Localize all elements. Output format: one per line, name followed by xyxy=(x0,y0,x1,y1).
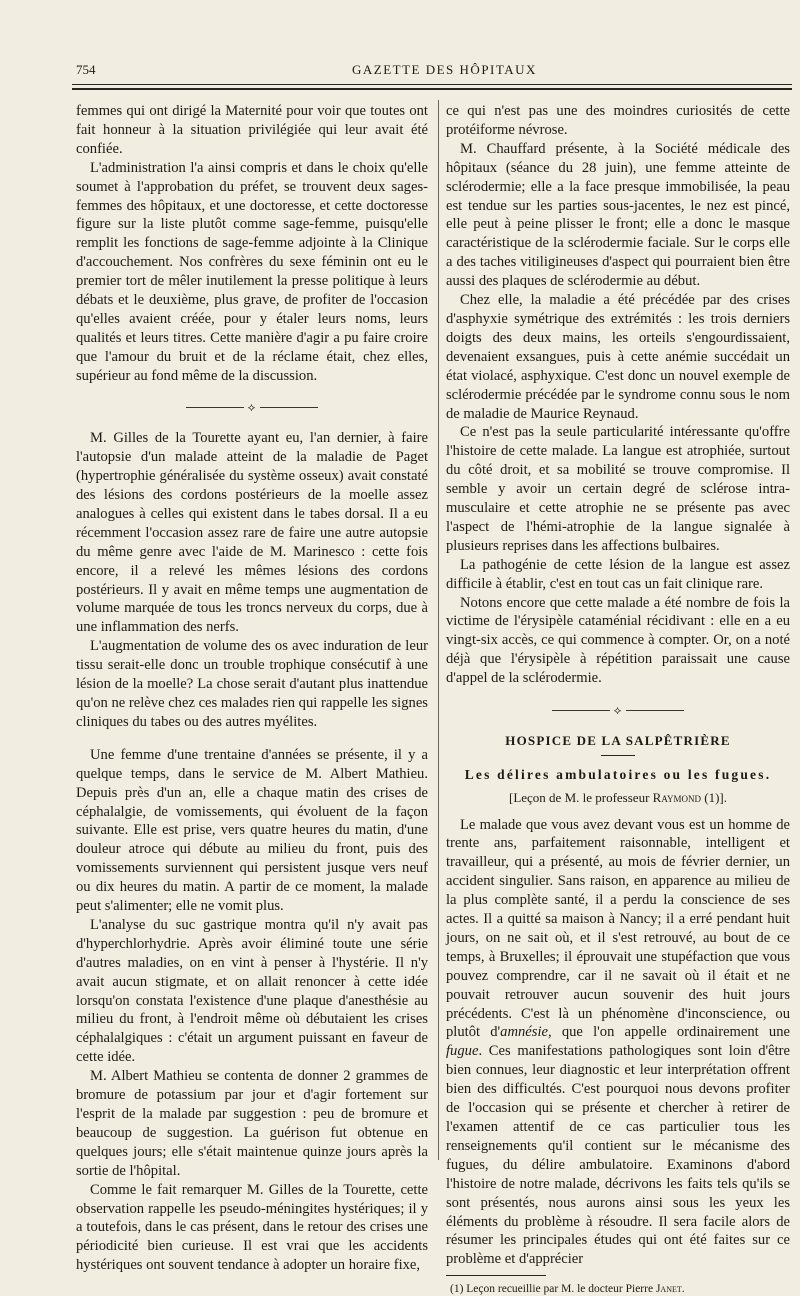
lecture-author-prefix: [Leçon de M. le professeur xyxy=(508,789,650,805)
paragraph: L'administration l'a ainsi compris et dans le choix qu'elle soumet à l'approbation du préfet, se trouvent deux sages-femmes des hôpitaux, et une doctoresse, et cette doctoresse figure sur la liste plutôt comme sage-femme, puisqu'elle remplit les fonctions de sage-femme adjointe à la Clinique d'accouchement. Nos confrères du sexe féminin ont eu le premier tort de mêler inutilement la presse politique à leurs débats et le deuxième, plus grave, de profiter de l'occasion qu'elles avaient créée, pour y étaler leurs noms, leurs qualités et leurs titres. Cette manière d'agir a pu faire croire que l'amour du bruit et de la réclame était, chez elles, supérieur au fond même de la discussion. xyxy=(76,159,428,384)
lecture-title: Les délires ambulatoires ou les fugues. xyxy=(464,766,772,782)
running-title: GAZETTE DES HÔPITAUX xyxy=(352,62,537,77)
lecture-author-name: Raymond xyxy=(652,789,702,805)
paragraph-gap xyxy=(76,732,428,746)
footnote-name: Janet xyxy=(655,1283,682,1296)
lecture-author xyxy=(446,789,790,808)
section-ornament xyxy=(446,700,790,720)
paragraph: Comme le fait remarquer M. Gilles de la Tourette, cette observation rappelle les pseudo-méningites hystériques; il y a toutefois, dans le cas présent, dans le retour des crises une périodicité bien curieuse. Il est vrai que les accidents hystériques ont souvent tendance à adopter un horaire fixe, xyxy=(76,1181,428,1274)
paragraph: M. Chauffard présente, à la Société médicale des hôpitaux (séance du 28 juin), une femme atteinte de sclérodermie; elle a la face presque immobilisée, la peau est tendue sur les parties sous-jacentes, le nez est pincé, elle peut à peine plisser le front; elle a donc le masque caractéristique de la sclérodermie faciale. Sur le corps elle a des taches vitiligineuses d'aspect qui pourraient bien être aussi des plaques de sclérodermie au début. xyxy=(446,140,790,290)
footnote xyxy=(446,1282,790,1296)
paragraph: Chez elle, la maladie a été précédée par des crises d'asphyxie symétrique des extrémités : les trois derniers doigts des deux mains, les orteils s'engourdissaient, devenaient exsangues, puis à cette anémie succédait un état violacé, asphyxique. C'est donc un nouvel exemple de sclérodermie précédée par le syndrome connu sous le nom de maladie de Maurice Reynaud. xyxy=(446,292,790,422)
lecture-author-suffix: (1)]. xyxy=(704,789,728,805)
text-run: , que l'on appelle ordinairement une xyxy=(548,1024,790,1041)
header-rule xyxy=(72,84,792,85)
page-number: 754 xyxy=(76,62,96,77)
italic-term: fugue xyxy=(446,1043,479,1060)
paragraph: femmes qui ont dirigé la Maternité pour voir que toutes ont fait honneur à la situation privilégiée qui leur avait été confiée. xyxy=(76,103,428,157)
paragraph: M. Gilles de la Tourette ayant eu, l'an dernier, à faire l'autopsie d'un malade atteint de la maladie de Paget (hypertrophie généralisée du système osseux) avait constaté des lésions des cordons postérieurs de la moelle assez analogues à celles qui existent dans le tabes dorsal. Il a eu récemment l'occasion assez rare de faire une autre autopsie du même genre avec l'aide de M. Marinesco : cette fois encore, il a relevé les mêmes lésions des cordons postérieurs. Il y avait en même temps une augmentation de volume marquée de tous les troncs nerveux du corps, due à une inflammation des nerfs. xyxy=(76,430,428,636)
ornament-glyph: ⟡ xyxy=(613,702,623,717)
paragraph: ce qui n'est pas une des moindres curiosités de cette protéiforme névrose. xyxy=(446,103,790,138)
ornament-line xyxy=(552,710,610,711)
section-title: HOSPICE DE LA SALPÊTRIÈRE xyxy=(505,732,731,748)
footnote-end: . xyxy=(681,1283,685,1296)
left-column xyxy=(76,102,428,1275)
paragraph: Une femme d'une trentaine d'années se présente, il y a quelque temps, dans le service de M. Albert Mathieu. Depuis près d'un an, elle a chaque matin des crises de céphalalgie, de vomissements, qui évoluent de la façon suivante. Elle est prise, vers quatre heures du matin, d'une douleur atroce qui débute au milieu du front, puis des vomissements surviennent qui persistent jusque vers neuf ou dix heures du matin. A partir de ce moment, la malade peut s'alimenter; elle ne vomit plus. xyxy=(76,746,428,915)
section-rule xyxy=(601,755,635,756)
ornament-line xyxy=(260,407,318,408)
italic-term: amnésie xyxy=(500,1024,548,1041)
paragraph: L'augmentation de volume des os avec induration de leur tissu serait-elle donc un trouble trophique consécutif à une lésion de la moelle? La chose serait d'autant plus inattendue qu'on ne relève chez ces malades rien qui rappelle les signes cliniques du tabes ou des autres myélites. xyxy=(76,638,428,730)
column-divider xyxy=(438,100,439,1160)
paragraph: La pathogénie de cette lésion de la langue est assez difficile à établir, c'est en tout cas un fait clinique rare. xyxy=(446,556,790,592)
paragraph: M. Albert Mathieu se contenta de donner 2 grammes de bromure de potassium par jour et d'agir fortement sur l'esprit de la malade par suggestion : peu de bromure et beaucoup de suggestion. La guérison fut obtenue en quelques jours; elle s'était maintenue quinze jours après la sortie de l'hôpital. xyxy=(76,1068,428,1179)
paragraph: L'analyse du suc gastrique montra qu'il n'y avait pas d'hyperchlorhydrie. Après avoir éliminé toute une série d'autres maladies, on en vint à penser à l'hystérie. Il n'y avait aucun stigmate, et on allait renoncer à cette idée lorsqu'on constata l'existence d'une plaque d'anesthésie au milieu du front, à l'endroit même où débutaient les crises céphalalgiques : c'était un argument puissant en faveur de cette idée. xyxy=(76,916,428,1066)
footnote-rule xyxy=(446,1275,546,1276)
right-column xyxy=(446,102,790,1296)
paragraph: Notons encore que cette malade a été nombre de fois la victime de l'érysipèle cataménial récidivant : elle en a eu vingt-six accès, ce qui commence à compter. Or, on a noté déjà que l'érysipèle à répétition paraissait une cause d'appel de la sclérodermie. xyxy=(446,594,790,687)
ornament-line xyxy=(186,407,244,408)
header-rule-thick xyxy=(72,88,792,90)
page-header xyxy=(72,62,792,80)
footnote-text: (1) Leçon recueillie par M. le docteur Pierre xyxy=(450,1283,654,1296)
text-run: . Ces manifestations pathologiques sont loin d'être bien connues, leur diagnostic et leur interprétation offrent bien des difficultés. C'est pourquoi nous devons profiter de l'occasion qui se présente et chercher à retirer de l'examen attentif de ce cas particulier tous les renseignements qu'il contient sur le mécanisme des fugues, du délire ambulatoire. Examinons d'abord l'histoire de notre malade, décrivons les faits tels qu'ils se sont présentés, nous aurons ainsi sous les yeux les éléments du problème à résoudre. Il sera facile alors de résumer les principales études qui ont été faites sur ce problème et d'apprécier xyxy=(446,1043,790,1268)
ornament-line xyxy=(626,710,684,711)
paragraph xyxy=(446,816,790,1270)
ornament-glyph: ⟡ xyxy=(247,400,257,415)
section-ornament xyxy=(76,398,428,418)
paragraph: Ce n'est pas la seule particularité intéressante qu'offre l'histoire de cette malade. La langue est atrophiée, surtout du côté droit, et sa mobilité se trouve compromise. Il semble y avoir un certain degré de sclérose intra-musculaire et cette atrophie ne se présente pas avec l'aspect de l'hémi-atrophie de la langue signalée à plusieurs reprises dans les affections bulbaires. xyxy=(446,424,790,554)
text-run: Le malade que vous avez devant vous est un homme de trente ans, parfaitement raisonnable, intelligent et travailleur, qui a présenté, au mois de février dernier, un accident singulier. Sans raison, en apparence au milieu de la plus complète santé, il a perdu la conscience de ses actes. Il a quitté sa maison à Nancy; il a erré pendant huit jours, on ne sait où, et il s'est retrouvé, au bout de ce temps, à Bruxelles; il éprouvait une stupéfaction que vous pouvez comprendre, car il ne savait où il était et ne pouvait retrouver aucun souvenir des huit jours précédents. C'est là un phénomène d'inconscience, ou plutôt d' xyxy=(446,816,790,1041)
